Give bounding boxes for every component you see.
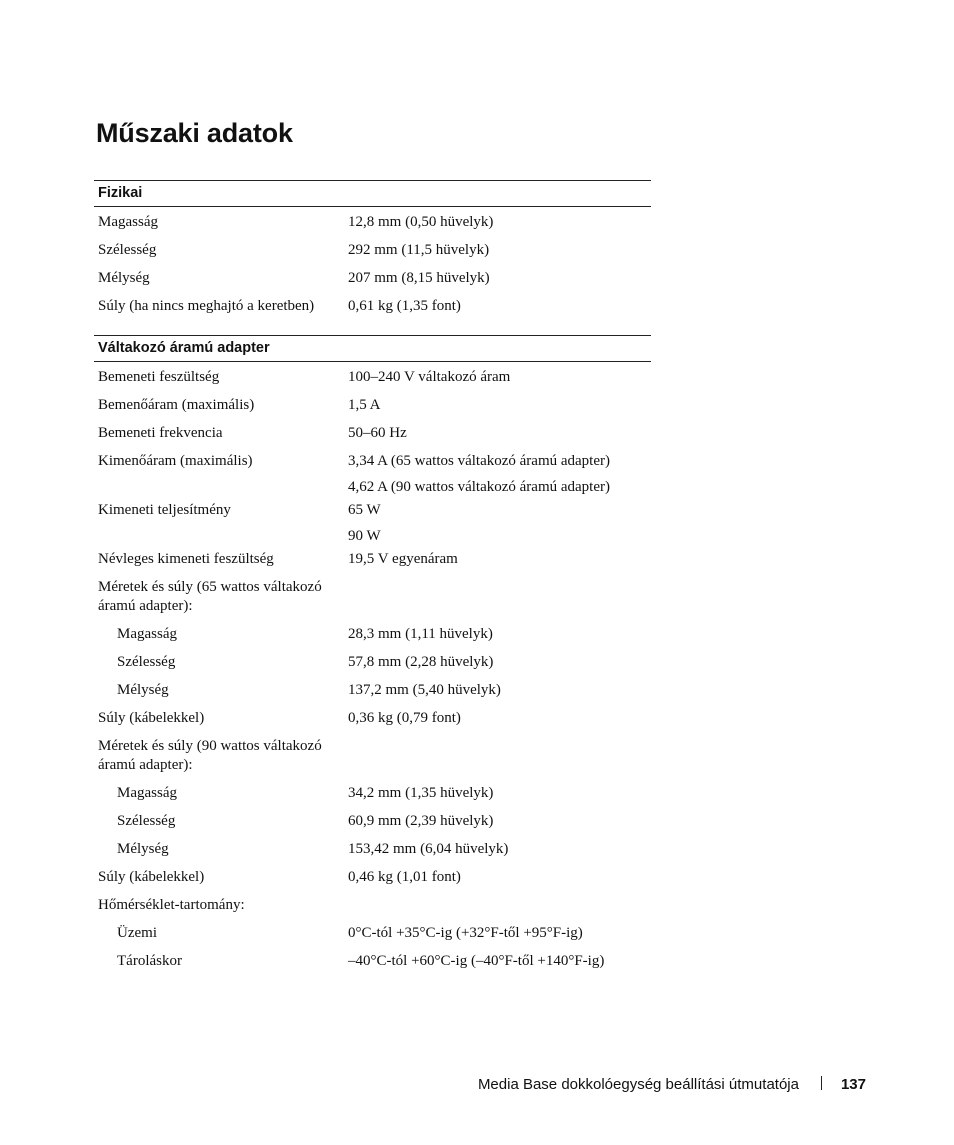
spec-label: Hőmérséklet-tartomány:: [98, 897, 245, 913]
spec-values: [348, 448, 651, 497]
spec-label: Súly (kábelekkel): [98, 710, 205, 726]
spec-value: 0,36 kg (0,79 font): [348, 710, 461, 726]
spec-values: [348, 677, 651, 705]
spec-value: 28,3 mm (1,11 hüvelyk): [348, 626, 493, 642]
spec-values: [348, 237, 651, 265]
spec-label: Magasság: [98, 214, 158, 230]
spec-row: [94, 677, 651, 705]
spec-row: [94, 420, 651, 448]
spec-label: Mélység: [117, 682, 169, 698]
spec-values: [348, 733, 651, 780]
spec-row: [94, 649, 651, 677]
spec-value: 19,5 V egyenáram: [348, 551, 458, 567]
spec-value: 65 W: [348, 502, 381, 518]
spec-value: 34,2 mm (1,35 hüvelyk): [348, 785, 494, 801]
spec-row: [94, 920, 651, 948]
spec-values: [348, 780, 651, 808]
spec-label: Magasság: [117, 626, 177, 642]
spec-label: Kimenőáram (maximális): [98, 453, 253, 469]
spec-value: 50–60 Hz: [348, 425, 407, 441]
spec-row: [94, 948, 651, 976]
spec-row: [94, 392, 651, 420]
spec-label: Súly (ha nincs meghajtó a keretben): [98, 298, 315, 314]
section-header: Váltakozó áramú adapter: [94, 335, 651, 362]
spec-values: [348, 705, 651, 733]
spec-values: [348, 864, 651, 892]
spec-label: Üzemi: [117, 925, 157, 941]
spec-value: 57,8 mm (2,28 hüvelyk): [348, 654, 494, 670]
spec-values: [348, 836, 651, 864]
spec-values: [348, 209, 651, 237]
spec-row: [94, 733, 651, 780]
spec-values: [348, 621, 651, 649]
spec-row: [94, 497, 651, 546]
spec-label: Kimeneti teljesítmény: [98, 502, 231, 518]
footer-separator: [821, 1076, 822, 1090]
spec-label: Súly (kábelekkel): [98, 869, 205, 885]
spec-values: [348, 649, 651, 677]
spec-values: [348, 293, 651, 321]
spec-value: 3,34 A (65 wattos váltakozó áramú adapter): [348, 453, 611, 469]
spec-values: [348, 497, 651, 546]
spec-values: [348, 892, 651, 920]
spec-value: 292 mm (11,5 hüvelyk): [348, 242, 490, 258]
spec-rows: [94, 207, 651, 321]
spec-row: [94, 574, 651, 621]
spec-label: Mélység: [98, 270, 150, 286]
spec-value: 12,8 mm (0,50 hüvelyk): [348, 214, 494, 230]
spec-value: 0,46 kg (1,01 font): [348, 869, 461, 885]
spec-values: [348, 265, 651, 293]
spec-values: [348, 574, 651, 621]
page-title: Műszaki adatok: [96, 118, 293, 148]
spec-values: [348, 920, 651, 948]
spec-row: [94, 293, 651, 321]
spec-values: [348, 808, 651, 836]
spec-label: Bemeneti frekvencia: [98, 425, 223, 441]
spec-label: Szélesség: [117, 813, 176, 829]
spec-row: [94, 237, 651, 265]
spec-row: [94, 780, 651, 808]
spec-label: Szélesség: [117, 654, 176, 670]
spec-value: 0,61 kg (1,35 font): [348, 298, 461, 314]
spec-value: –40°C-tól +60°C-ig (–40°F-től +140°F-ig): [348, 953, 605, 969]
footer-text: Media Base dokkolóegység beállítási útmutatója: [477, 1076, 799, 1093]
spec-value: 4,62 A (90 wattos váltakozó áramú adapter): [348, 479, 611, 495]
spec-label: Magasság: [117, 785, 177, 801]
spec-value: 100–240 V váltakozó áram: [348, 369, 511, 385]
spec-value: 90 W: [348, 528, 381, 544]
spec-label: Bemeneti feszültség: [98, 369, 220, 385]
spec-row: [94, 836, 651, 864]
spec-label: Mélység: [117, 841, 169, 857]
spec-values: [348, 364, 651, 392]
page-footer: [0, 1076, 866, 1093]
spec-value: 137,2 mm (5,40 hüvelyk): [348, 682, 501, 698]
spec-label: Tároláskor: [117, 953, 182, 969]
spec-row: [94, 864, 651, 892]
spec-label: Bemenőáram (maximális): [98, 397, 255, 413]
spec-row: [94, 448, 651, 497]
spec-value: 1,5 A: [348, 397, 381, 413]
spec-row: [94, 546, 651, 574]
spec-row: [94, 265, 651, 293]
spec-row: [94, 364, 651, 392]
spec-row: [94, 209, 651, 237]
page-number: 137: [840, 1076, 866, 1093]
spec-label: Méretek és súly (90 wattos váltakozó áramú adapter):: [98, 738, 322, 773]
spec-values: [348, 420, 651, 448]
section-physical: [94, 180, 651, 321]
spec-value: 0°C-tól +35°C-ig (+32°F-től +95°F-ig): [348, 925, 583, 941]
spec-value: 153,42 mm (6,04 hüvelyk): [348, 841, 509, 857]
spec-value: 207 mm (8,15 hüvelyk): [348, 270, 490, 286]
spec-value: 60,9 mm (2,39 hüvelyk): [348, 813, 494, 829]
section-ac-adapter: [94, 335, 651, 976]
spec-label: Szélesség: [98, 242, 157, 258]
spec-values: [348, 392, 651, 420]
spec-row: [94, 808, 651, 836]
spec-values: [348, 948, 651, 976]
spec-row: [94, 705, 651, 733]
section-header: Fizikai: [94, 180, 651, 207]
spec-rows: [94, 362, 651, 976]
spec-row: [94, 621, 651, 649]
spec-row: [94, 892, 651, 920]
spec-values: [348, 546, 651, 574]
spec-label: Méretek és súly (65 wattos váltakozó áramú adapter):: [98, 579, 322, 614]
spec-label: Névleges kimeneti feszültség: [98, 551, 274, 567]
